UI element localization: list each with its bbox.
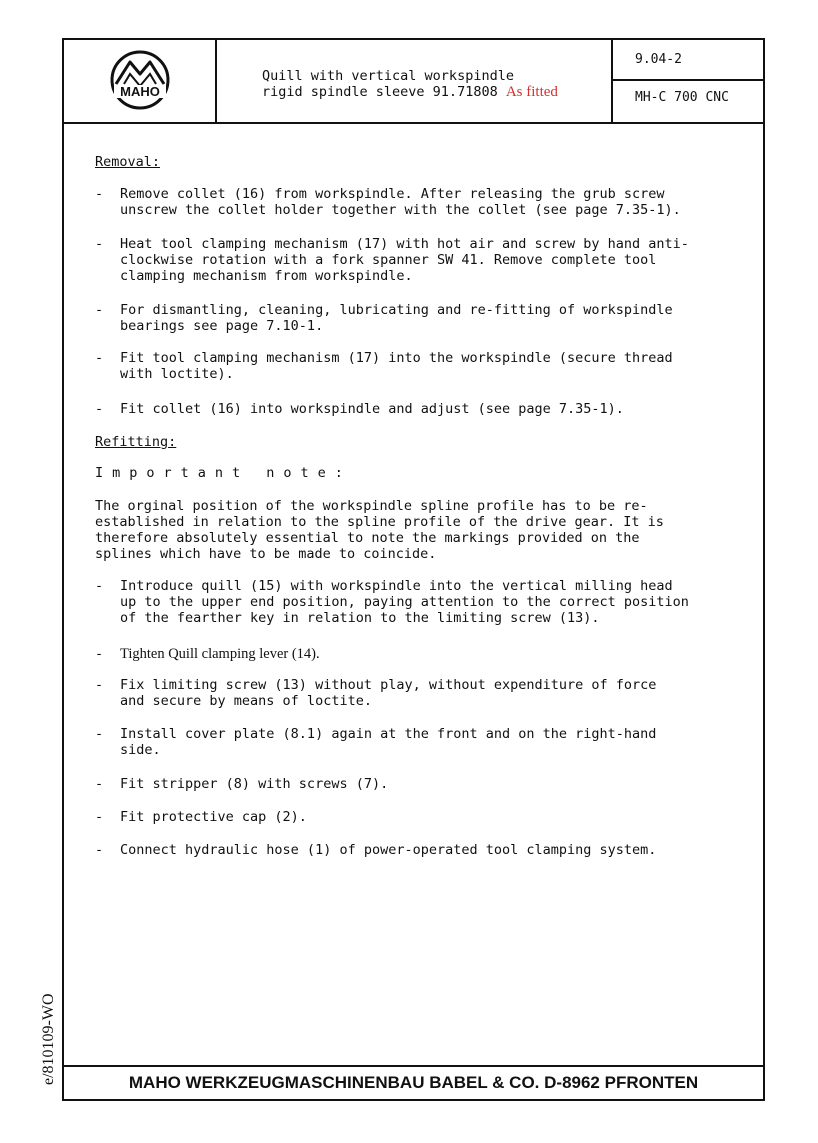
ref-cell [613,40,763,122]
refitting-heading: Refitting: [95,434,177,450]
removal-item-4-line-1: Fit tool clamping mechanism (17) into the workspindle (secure thread [120,350,673,366]
removal-item-1-line-1: Remove collet (16) from workspindle. After releasing the grub screw [120,186,665,202]
list-dash: - [95,578,104,594]
refitting-item-1-line-2: up to the upper end position, paying attention to the correct position [120,594,689,610]
list-dash: - [95,776,104,792]
list-dash: - [95,186,104,202]
refitting-item-6 [95,809,735,825]
list-dash: - [95,350,104,366]
title-line-2 [262,84,558,101]
refitting-item-3 [95,677,735,709]
list-dash: - [95,726,104,742]
side-document-code: e/810109-WO [40,993,57,1085]
maho-logo [64,40,217,122]
model-number: MH-C 700 CNC [635,90,729,105]
page-ref-box [613,40,763,81]
removal-item-4 [95,350,735,382]
refitting-item-2-line-1: Tighten Quill clamping lever (14). [120,646,320,662]
removal-item-2-line-3: clamping mechanism from workspindle. [120,268,413,284]
refitting-item-1-line-1: Introduce quill (15) with workspindle into the vertical milling head [120,578,673,594]
model-box [613,81,763,122]
refitting-item-6-line-1: Fit protective cap (2). [120,809,307,825]
footer-divider [64,1065,763,1067]
removal-item-1-line-2: unscrew the collet holder together with the collet (see page 7.35-1). [120,202,681,218]
list-dash: - [95,646,104,662]
removal-item-2-line-2: clockwise rotation with a fork spanner SW 41. Remove complete tool [120,252,657,268]
refitting-item-7 [95,842,735,858]
removal-item-4-line-2: with loctite). [120,366,234,382]
refitting-item-1-line-3: of the fearther key in relation to the limiting screw (13). [120,610,600,626]
removal-item-3-line-2: bearings see page 7.10-1. [120,318,324,334]
list-dash: - [95,842,104,858]
refitting-item-4-line-2: side. [120,742,161,758]
refitting-item-5 [95,776,735,792]
list-dash: - [95,809,104,825]
title-line-1: Quill with vertical workspindle [262,68,514,84]
note-line-3: therefore absolutely essential to note the markings provided on the [95,530,640,546]
important-note-paragraph [95,498,715,562]
page-ref: 9.04-2 [635,52,682,67]
refitting-item-3-line-2: and secure by means of loctite. [120,693,372,709]
removal-heading: Removal: [95,154,161,170]
title-line-2-text: rigid spindle sleeve 91.71808 [262,84,498,100]
as-fitted-note: As fitted [505,84,558,100]
refitting-item-5-line-1: Fit stripper (8) with screws (7). [120,776,389,792]
refitting-item-7-line-1: Connect hydraulic hose (1) of power-operated tool clamping system. [120,842,657,858]
list-dash: - [95,302,104,318]
title-cell [217,40,613,122]
refitting-item-2 [95,646,735,662]
removal-item-3 [95,302,735,334]
list-dash: - [95,401,104,417]
footer-company: MAHO WERKZEUGMASCHINENBAU BABEL & CO. D-8962 PFRONTEN [128,1073,699,1092]
removal-item-2-line-1: Heat tool clamping mechanism (17) with hot air and screw by hand anti- [120,236,689,252]
removal-item-5-line-1: Fit collet (16) into workspindle and adjust (see page 7.35-1). [120,401,624,417]
logo-cell [64,40,217,122]
logo-text: MAHO [120,84,160,99]
removal-item-1 [95,186,735,218]
list-dash: - [95,677,104,693]
refitting-item-3-line-1: Fix limiting screw (13) without play, without expenditure of force [120,677,657,693]
refitting-item-4 [95,726,735,758]
list-dash: - [95,236,104,252]
removal-item-3-line-1: For dismantling, cleaning, lubricating and re-fitting of workspindle [120,302,673,318]
refitting-item-4-line-1: Install cover plate (8.1) again at the front and on the right-hand [120,726,657,742]
document-header [64,40,763,124]
removal-item-5 [95,401,735,417]
refitting-item-1 [95,578,735,626]
note-line-1: The orginal position of the workspindle spline profile has to be re- [95,498,648,514]
note-line-2: established in relation to the spline profile of the drive gear. It is [95,514,664,530]
important-note-heading: Important note: [95,465,352,481]
note-line-4: splines which have to be made to coincide. [95,546,437,562]
removal-item-2 [95,236,735,284]
